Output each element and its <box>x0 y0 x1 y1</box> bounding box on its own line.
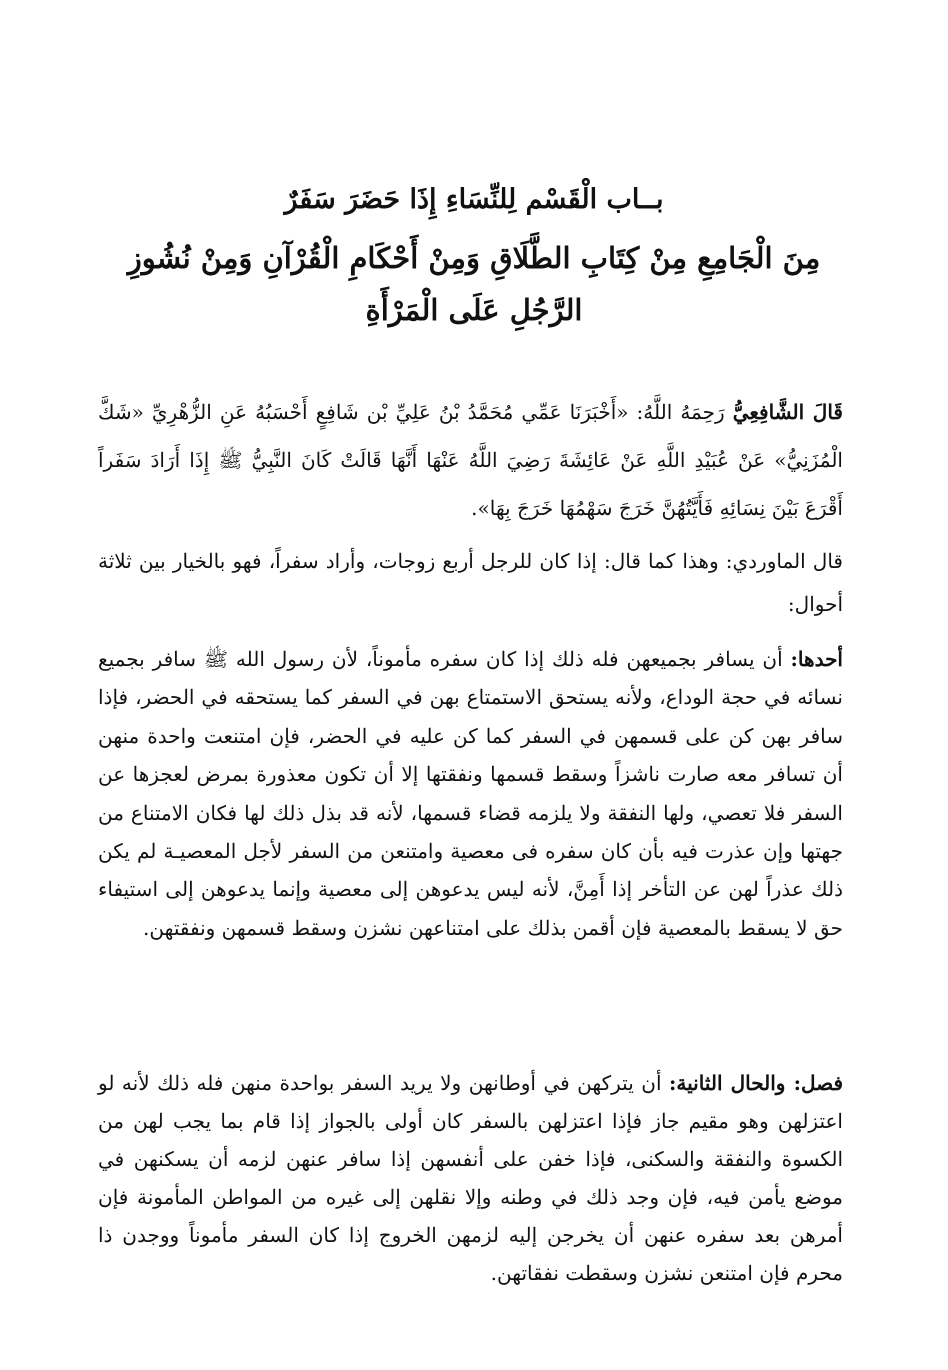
second-state-text: أن يتركهن في أوطانهن ولا يريد السفر بواحدة منهن فله ذلك لأنه لو اعتزلهن وهو مقيم جاز فإذا اعتزلهن بالسفر كان أولى بالجواز إذا قام بما يجب لهن من الكسوة والنفقة والسكنى، فإذا خفن على أنفسهن إذا سافر عنهن لزمه أن يسكنهن في موضع يأمن فيه، فإن وجد ذلك في وطنه وإلا نقلهن إلى غيره من المواطن المأمونة فإن أمرهن بعد سفره عنهن أن يخرجن إليه لزمهن الخروج إذا كان السفر مأموناً ووجدن ذا محرم فإن امتنعن نشزن وسقطت نفقاتهن. <box>98 1071 843 1285</box>
mawardi-text: قال الماوردي: وهذا كما قال: إذا كان للرجل أربع زوجات، وأراد سفراً، فهو بالخيار بين ثلاثة أحوال: <box>98 549 843 616</box>
second-state-paragraph <box>98 1064 843 1292</box>
mawardi-paragraph <box>98 540 843 626</box>
first-state-text: أن يسافر بجميعهن فله ذلك إذا كان سفره مأموناً، لأن رسول الله ﷺ سافر بجميع نسائه في حجة الوداع، ولأنه يستحق الاستمتاع بهن في السفر كما يستحقه في الحضر، فإذا سافر بهن كن على قسمهن في السفر كما كن عليه في الحضر، فإن امتنعت واحدة منهن أن تسافر معه صارت ناشزاً وسقط قسمها ونفقتها إلا أن تكون معذورة بمرض لعجزها عن السفر فلا تعصي، ولها النفقة ولا يلزمه قضاء قسمها، لأنه قد بذل ذلك لها فكان الامتناع من جهتها وإن عذرت فيه بأن كان سفره فى معصية وامتنعن من السفر لأجل المعصيـة لم يكن ذلك عذراً لهن عن التأخر إذا أَمِنَّ، لأنه ليس يدعوهن إلى معصية وإنما يدعوهن إلى استيفاء حق لا يسقط بالمعصية فإن أقمن بذلك على امتناعهن نشزن وسقط قسمهن ونفقتهن. <box>98 647 843 940</box>
first-state-paragraph <box>98 640 843 947</box>
first-state-lead: أحدها: <box>790 647 843 671</box>
shafii-text: رَحِمَهُ اللَّهُ: «أَخْبَرَنَا عَمِّي مُحَمَّدُ بْنُ عَلِيِّ بْن شَافِعٍ أَحْسَبُهُ عَنِ الزُّهْرِيِّ «شَكَّ الْمُزَنِيُّ» عَنْ عُبَيْدِ اللَّهِ عَنْ عَائِشَةَ رَضِيَ اللَّهُ عَنْهَا أَنَّهَا قَالَتْ كَانَ النَّبِيُّ ﷺ إِذَا أَرَادَ سَفَراً أَقْرَعَ بَيْنَ نِسَائِهِ فَأَيَّتُهُنَّ خَرَجَ سَهْمُهَا خَرَجَ بِهَا». <box>98 400 843 520</box>
second-state-lead: فصل: والحال الثانية: <box>669 1071 843 1095</box>
shafii-lead: قَالَ الشَّافِعِيُّ <box>732 400 843 424</box>
shafii-paragraph <box>98 388 843 532</box>
chapter-subtitle: مِنَ الْجَامِعِ مِنْ كِتَابِ الطَّلَاقِ وَمِنْ أَحْكَامِ الْقُرْآنِ وَمِنْ نُشُوزِ الرَّجُلِ عَلَى الْمَرْأَةِ <box>127 241 821 327</box>
chapter-title: بــاب الْقَسْم لِلنِّسَاءِ إِذَا حَضَرَ سَفَرٌ <box>284 184 664 215</box>
